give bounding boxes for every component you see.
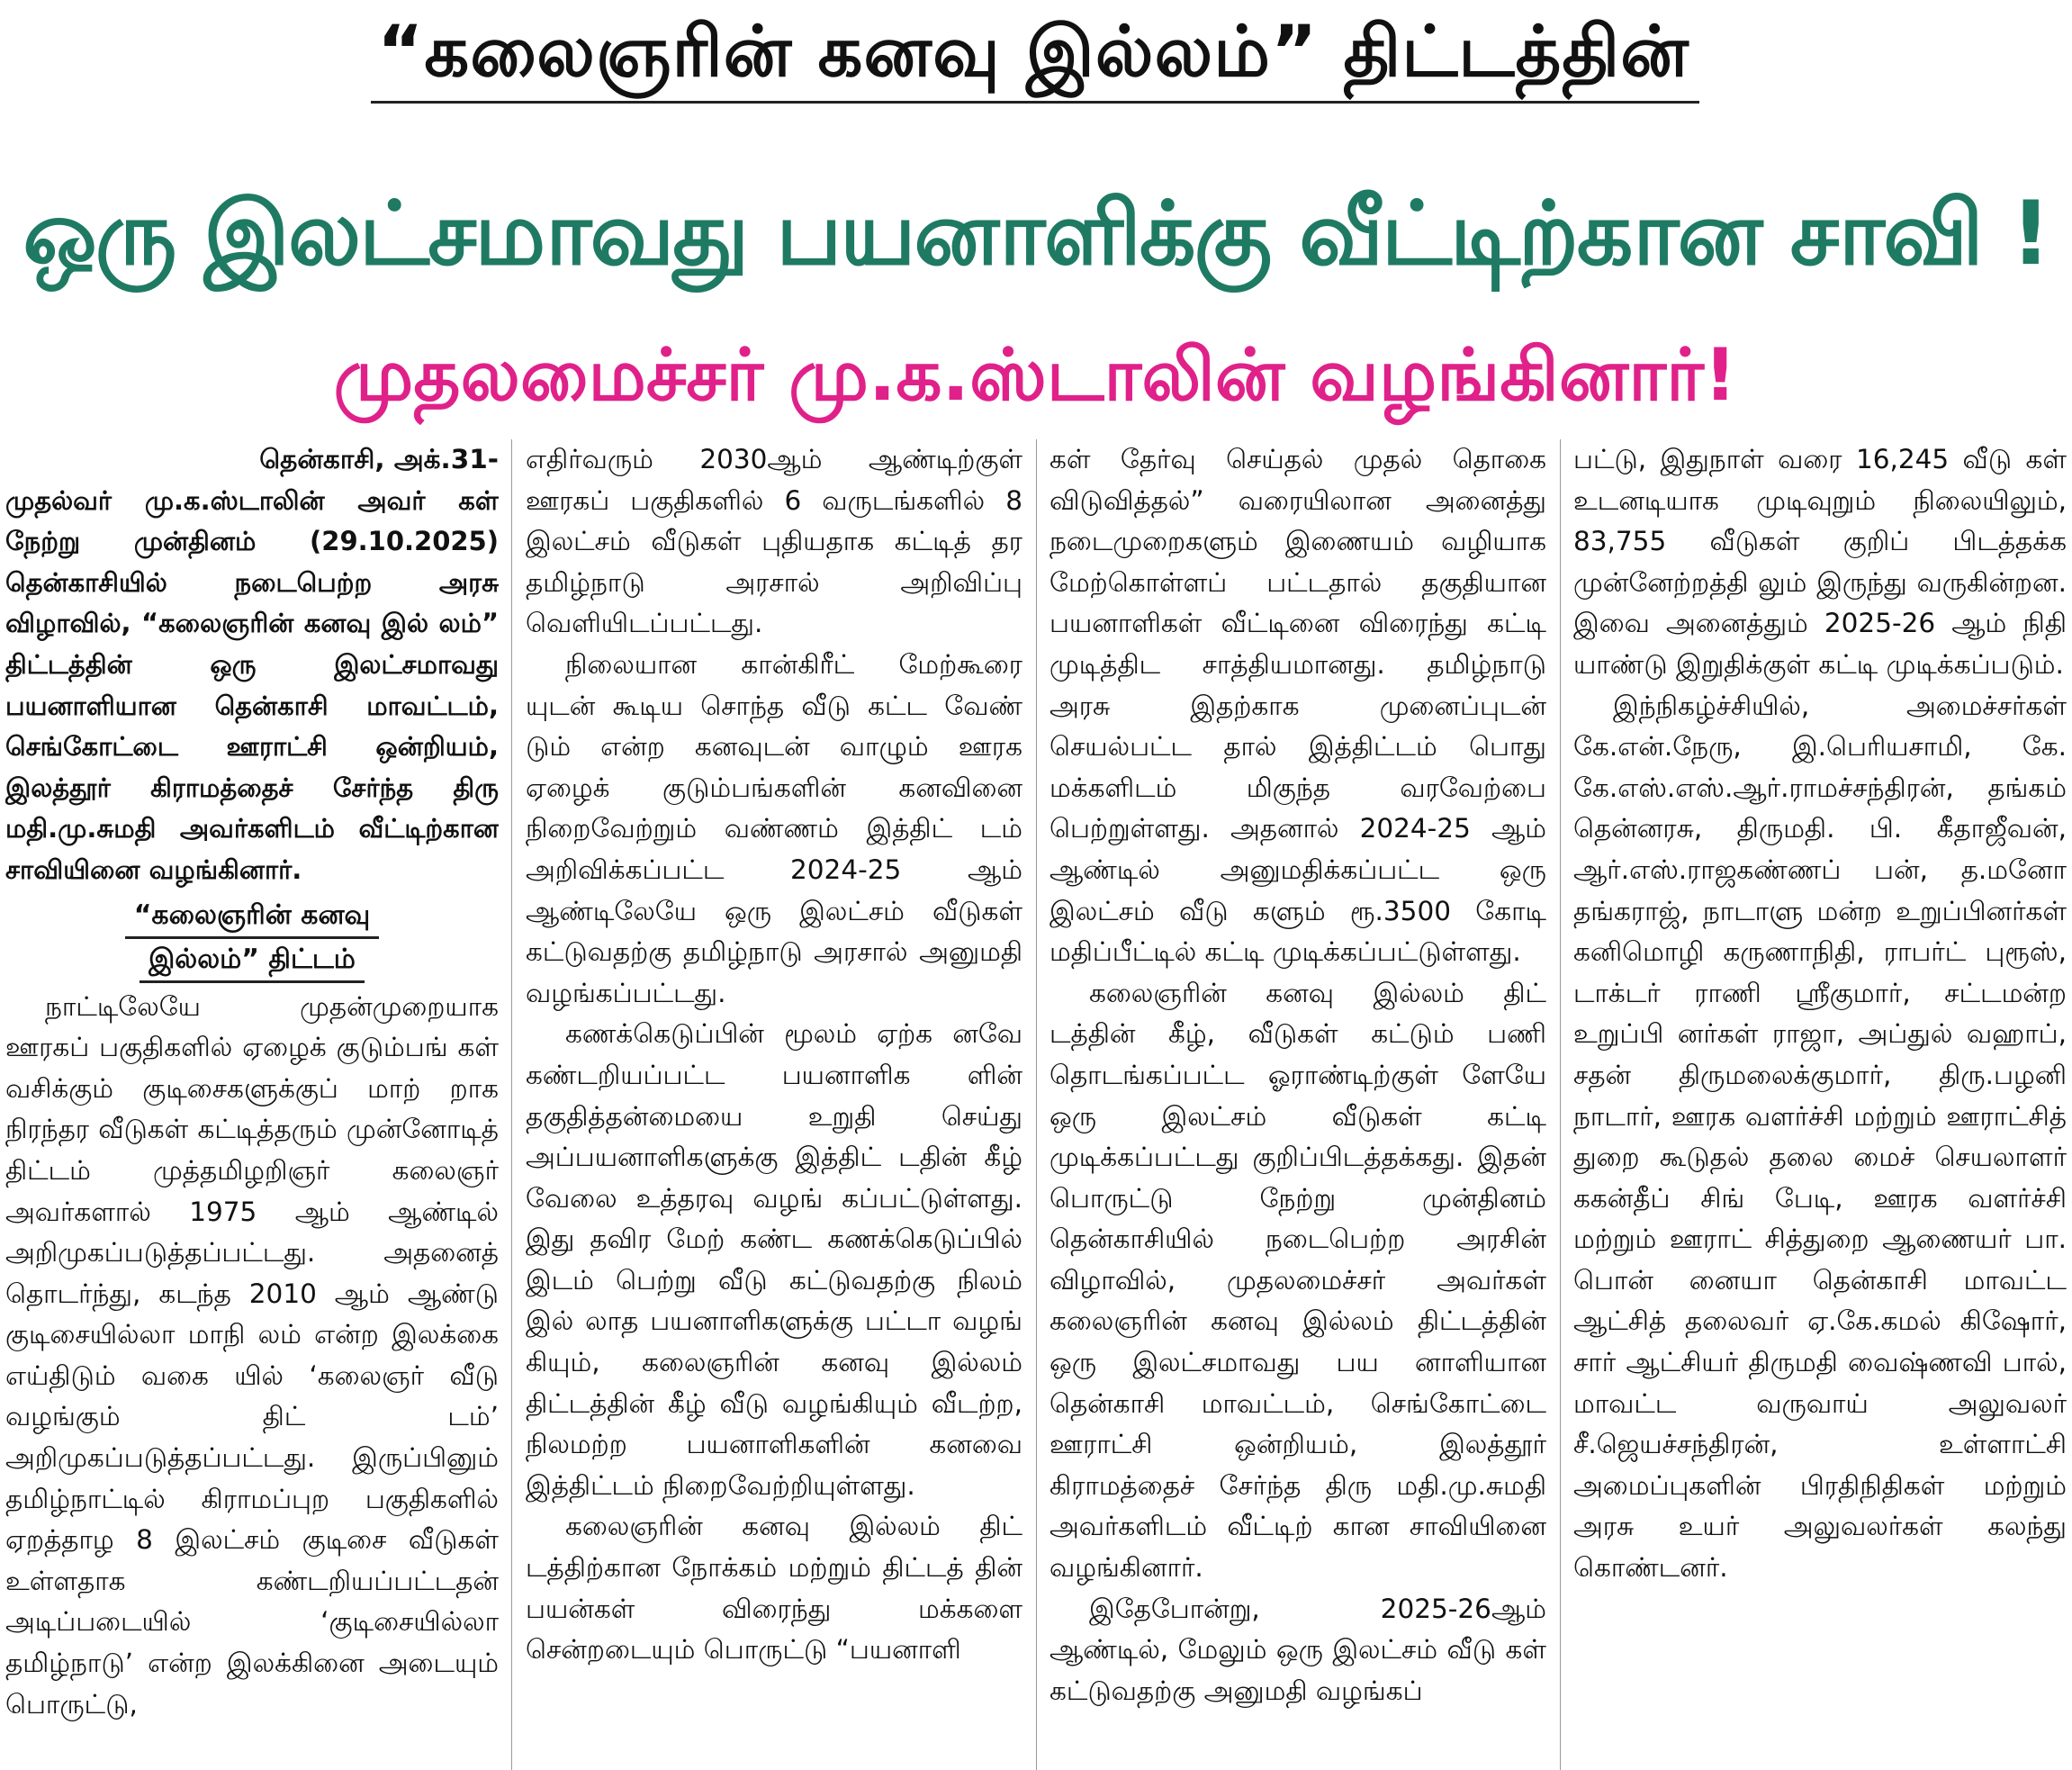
paragraph: எதிர்வரும் 2030ஆம் ஆண்டிற்குள் ஊரகப் பகுதிகளில் 6 வருடங்களில் 8 இலட்சம் வீடுகள் புதியதாக கட்டித் தர தமிழ்நாடு அரசால் அறிவிப்பு வெளியிடப்பட்டது.: [526, 444, 1022, 639]
paragraph: நாட்டிலேயே முதன்முறையாக ஊரகப் பகுதிகளில் ஏழைக் குடும்பங் கள் வசிக்கும் குடிசைகளுக்குப் மாற் றாக நிரந்தர வீடுகள் கட்டித்தரும் முன்னோடித் திட்டம் முத்தமிழறிஞர் கலைஞர் அவர்களால் 1975 ஆம் ஆண்டில் அறிமுகப்படுத்தப்பட்டது. அதனைத் தொடர்ந்து, கடந்த 2010 ஆம் ஆண்டு குடிசையில்லா மாநி லம் என்ற இலக்கை எய்திடும் வகை யில் ‘கலைஞர் வீடு வழங்கும் திட் டம்’ அறிமுகப்படுத்தப்பட்டது. இருப்பினும் தமிழ்நாட்டில் கிராமப்புற பகுதிகளில் ஏறத்தாழ 8 இலட்சம் குடிசை வீடுகள் உள்ளதாக கண்டறியப்பட்டதன் அடிப்படையில் ‘குடிசையில்லா தமிழ்நாடு’ என்ற இலக்கினை அடையும் பொருட்டு,: [5, 990, 499, 1720]
paragraph: இந்நிகழ்ச்சியில், அமைச்சர்கள் கே.என்.நேரு, இ.பெரியசாமி, கே. கே.எஸ்.எஸ்.ஆர்.ராமச்சந்திரன், தங்கம் தென்னரசு, திருமதி. பி. கீதாஜீவன், ஆர்.எஸ்.ராஜகண்ணப் பன், த.மனோ தங்கராஜ், நாடாளு மன்ற உறுப்பினர்கள் கனிமொழி கருணாநிதி, ராபர்ட் புரூஸ், டாக்டர் ராணி ஸ்ரீகுமார், சட்டமன்ற உறுப்பி னர்கள் ராஜா, அப்துல் வஹாப், சதன் திருமலைக்குமார், திரு.பழனி நாடார், ஊரக வளர்ச்சி மற்றும் ஊராட்சித் துறை கூடுதல் தலை மைச் செயலாளர் ககன்தீப் சிங் பேடி, ஊரக வளர்ச்சி மற்றும் ஊராட் சித்துறை ஆணையர் பா. பொன் னையா தென்காசி மாவட்ட ஆட்சித் தலைவர் ஏ.கே.கமல் கிஷோர், சார் ஆட்சியர் திருமதி வைஷ்ணவி பால், மாவட்ட வருவாய் அலுவலர் சீ.ஜெயச்சந்திரன், உள்ளாட்சி அமைப்புகளின் பிரதிநிதிகள் மற்றும் அரசு உயர் அலுவலர்கள் கலந்து கொண்டனர்.: [1573, 690, 2067, 1584]
paragraph: பட்டு, இதுநாள் வரை 16,245 வீடு கள் உடனடியாக முடிவுறும் நிலையிலும், 83,755 வீடுகள் குறிப் பிடத்தக்க முன்னேற்றத்தி லும் இருந்து வருகின்றன. இவை அனைத்தும் 2025-26 ஆம் நிதி யாண்டு இறுதிக்குள் கட்டி முடிக்கப்படும்.: [1573, 444, 2067, 680]
column-divider: [1036, 439, 1037, 1770]
paragraph: கள் தேர்வு செய்தல் முதல் தொகை விடுவித்தல்” வரையிலான அனைத்து நடைமுறைகளும் இணையம் வழியாக மேற்கொள்ளப் பட்டதால் தகுதியான பயனாளிகள் வீட்டினை விரைந்து கட்டி முடித்திட சாத்தியமானது. தமிழ்நாடு அரசு இதற்காக முனைப்புடன் செயல்பட்ட தால் இத்திட்டம் பொது மக்களிடம் மிகுந்த வரவேற்பை பெற்றுள்ளது. அதனால் 2024-25 ஆம் ஆண்டில் அனுமதிக்கப்பட்ட ஒரு இலட்சம் வீடு களும் ரூ.3500 கோடி மதிப்பீட்டில் கட்டி முடிக்கப்பட்டுள்ளது.: [1050, 444, 1546, 968]
column-divider: [1560, 439, 1561, 1770]
dateline: தென்காசி, அக்.31-: [259, 444, 499, 474]
column-2: [526, 439, 1022, 1770]
lead-paragraph: முதல்வர் மு.க.ஸ்டாலின் அவர் கள் நேற்று முன்தினம் (29.10.2025) தென்காசியில் நடைபெற்ற அரசு விழாவில், “கலைஞரின் கனவு இல் லம்” திட்டத்தின் ஒரு இலட்சமாவது பயனாளியான தென்காசி மாவட்டம், செங்கோட்டை ஊராட்சி ஒன்றியம், இலத்தூர் கிராமத்தைச் சேர்ந்த திரு மதி.மு.சுமதி அவர்களிடம் வீட்டிற்கான சாவியினை வழங்கினார்.: [5, 484, 499, 885]
paragraph: நிலையான கான்கிரீட் மேற்கூரை யுடன் கூடிய சொந்த வீடு கட்ட வேண் டும் என்ற கனவுடன் வாழும் ஊரக ஏழைக் குடும்பங்களின் கனவினை நிறைவேற்றும் வண்ணம் இத்திட் டம் அறிவிக்கப்பட்ட 2024-25 ஆம் ஆண்டிலேயே ஒரு இலட்சம் வீடுகள் கட்டுவதற்கு தமிழ்நாடு அரசால் அனுமதி வழங்கப்பட்டது.: [526, 648, 1022, 1008]
kicker-underline: [371, 101, 1699, 104]
section-heading-line-1: “கலைஞரின் கனவு: [125, 895, 380, 939]
kicker-headline: “கலைஞரின் கனவு இல்லம்” திட்டத்தின்: [377, 12, 1689, 93]
paragraph: கலைஞரின் கனவு இல்லம் திட் டத்திற்கான நோக்கம் மற்றும் திட்டத் தின் பயன்கள் விரைந்து மக்களை சென்றடையும் பொருட்டு “பயனாளி: [526, 1511, 1022, 1666]
section-heading-line-2: இல்லம்” திட்டம்: [140, 939, 365, 983]
column-divider: [511, 439, 512, 1770]
column-3: [1050, 439, 1546, 1770]
paragraph: கணக்கெடுப்பின் மூலம் ஏற்க னவே கண்டறியப்பட்ட பயனாளிக ளின் தகுதித்தன்மையை உறுதி செய்து அப்பயனாளிகளுக்கு இத்திட் டதின் கீழ் வேலை உத்தரவு வழங் கப்பட்டுள்ளது. இது தவிர மேற் கண்ட கணக்கெடுப்பில் இடம் பெற்று வீடு கட்டுவதற்கு நிலம் இல் லாத பயனாளிகளுக்கு பட்டா வழங் கியும், கலைஞரின் கனவு இல்லம் திட்டத்தின் கீழ் வீடு வழங்கியும் வீடற்ற, நிலமற்ற பயனாளிகளின் கனவை இத்திட்டம் நிறைவேற்றியுள்ளது.: [526, 1018, 1022, 1501]
column-4: [1573, 439, 2067, 1770]
sub-headline: முதலமைச்சர் மு.க.ஸ்டாலின் வழங்கினார்!: [333, 333, 1737, 417]
paragraph: கலைஞரின் கனவு இல்லம் திட் டத்தின் கீழ், வீடுகள் கட்டும் பணி தொடங்கப்பட்ட ஓராண்டிற்குள் ளேயே ஒரு இலட்சம் வீடுகள் கட்டி முடிக்கப்பட்டது குறிப்பிடத்தக்கது. இதன் பொருட்டு நேற்று முன்தினம் தென்காசியில் நடைபெற்ற அரசின் விழாவில், முதலமைச்சர் அவர்கள் கலைஞரின் கனவு இல்லம் திட்டத்தின் ஒரு இலட்சமாவது பய னாளியான தென்காசி மாவட்டம், செங்கோட்டை ஊராட்சி ஒன்றியம், இலத்தூர் கிராமத்தைச் சேர்ந்த திரு மதி.மு.சுமதி அவர்களிடம் வீட்டிற் கான சாவியினை வழங்கினார்.: [1050, 977, 1546, 1584]
main-headline: ஒரு இலட்சமாவது பயனாளிக்கு வீட்டிற்கான சாவி !: [23, 183, 2049, 285]
paragraph: இதேபோன்று, 2025-26ஆம் ஆண்டில், மேலும் ஒரு இலட்சம் வீடு கள் கட்டுவதற்கு அனுமதி வழங்கப்: [1050, 1593, 1546, 1706]
section-heading: [5, 895, 499, 983]
column-1: [5, 439, 499, 1770]
